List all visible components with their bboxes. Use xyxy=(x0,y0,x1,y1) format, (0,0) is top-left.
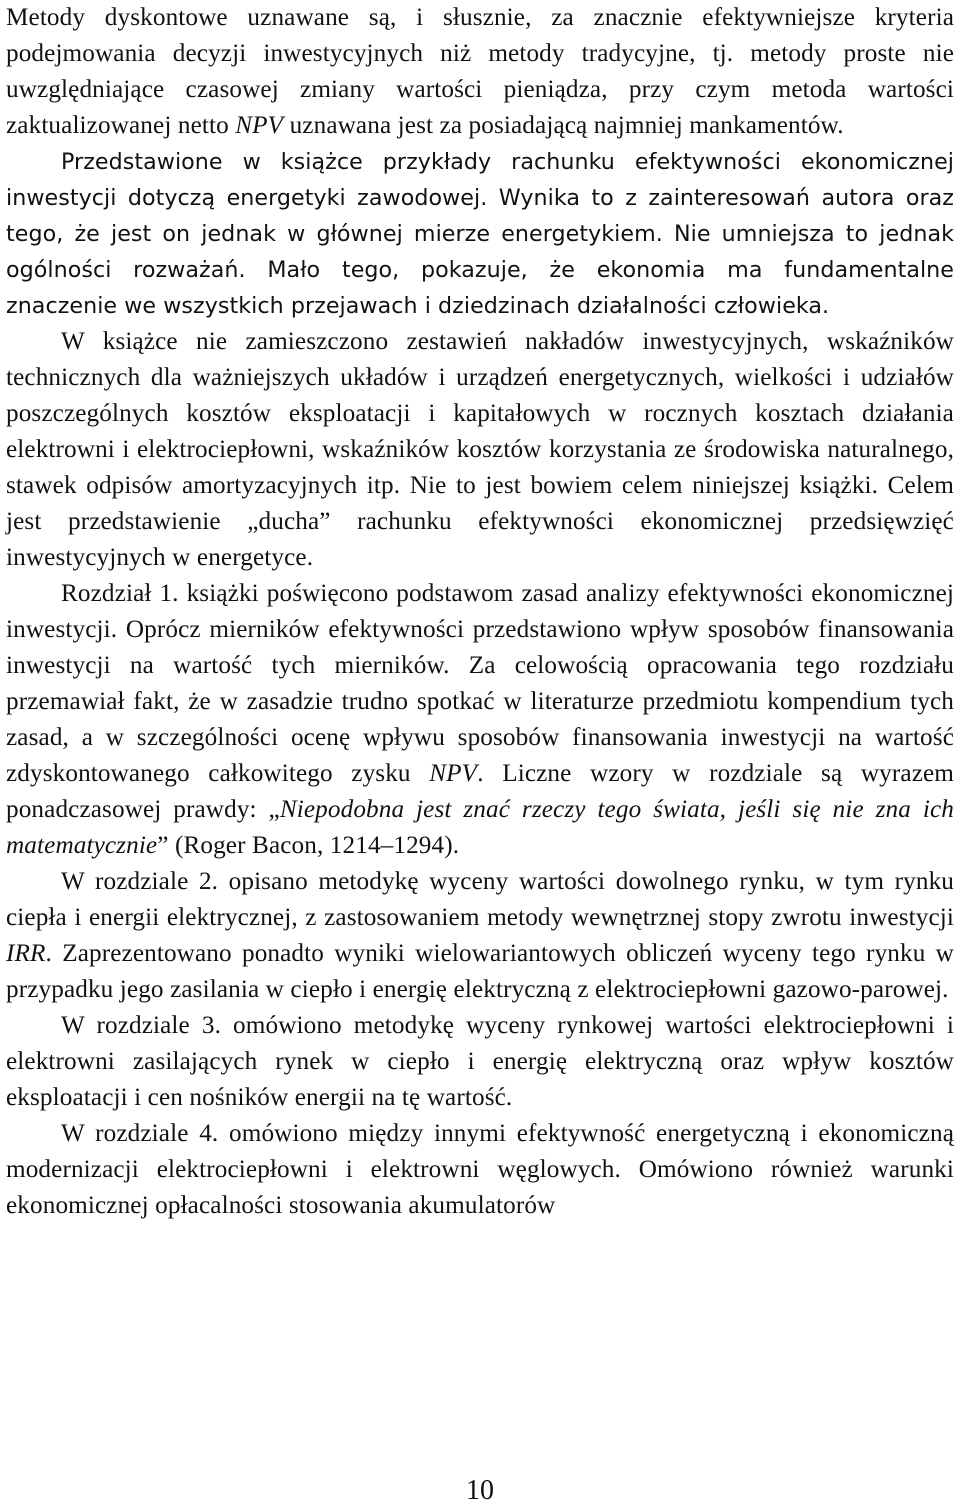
paragraph-book-examples: Przedstawione w książce przykłady rachunku efektywności ekonomicznej inwestycji dotyczą energetyki zawodowej. Wynika to z zainteresowań autora oraz tego, że jest on jednak w głównej mierze energetykiem. Nie umniejsza to jednak ogólności rozważań. Mało tego, pokazuje, że ekonomia ma fundamentalne znaczenie we wszystkich przejawach i dziedzinach działalności człowieka. xyxy=(6,149,954,319)
paragraph-discount-methods xyxy=(6,0,954,144)
irr-term: IRR xyxy=(6,940,46,967)
text-run: ” (Roger Bacon, 1214–1294). xyxy=(157,832,460,859)
paragraph-chapter-2 xyxy=(6,864,954,1008)
paragraph-chapter-3: W rozdziale 3. omówiono metodykę wyceny rynkowej wartości elektrociepłowni i elektrowni zasilających rynek w ciepło i energię elektryczną oraz wpływ kosztów eksploatacji i cen nośników energii na tę wartość. xyxy=(6,1012,954,1111)
paragraph-not-included: W książce nie zamieszczono zestawień nakładów inwestycyjnych, wskaźników technicznych dla ważniejszych układów i urządzeń energetycznych, wielkości i udziałów poszczególnych kosztów eksploatacji i kapitałowych w rocznych kosztach działania elektrowni i elektrociepłowni, wskaźników kosztów korzystania ze środowiska naturalnego, stawek odpisów amortyzacyjnych itp. Nie to jest bowiem celem niniejszej książki. Celem jest przedstawienie „ducha” rachunku efektywności ekonomicznej przedsięwzięć inwestycyjnych w energetyce. xyxy=(6,328,954,571)
npv-term: NPV xyxy=(429,760,478,787)
text-run: . Zaprezentowano ponadto wyniki wielowariantowych obliczeń wyceny tego rynku w przypadku jego zasilania w ciepło i energię elektryczną z elektrociepłowni gazowo-parowej. xyxy=(6,940,954,1003)
paragraph-chapter-1 xyxy=(6,576,954,864)
page-number: 10 xyxy=(466,1475,494,1506)
text-run: Metody dyskontowe uznawane są, i słusznie, za znacznie efektywniejsze kryteria podejmowania decyzji inwestycyjnych niż metody tradycyjne, tj. metody proste nie uwzględniające czasowej zmiany wartości pieniądza, przy czym metoda wartości zaktualizowanej netto xyxy=(6,4,954,139)
document-page xyxy=(6,0,954,1224)
paragraph-chapter-4: W rozdziale 4. omówiono między innymi efektywność energetyczną i ekonomiczną modernizacji elektrociepłowni i elektrowni węglowych. Omówiono również warunki ekonomicznej opłacalności stosowania akumulatorów xyxy=(6,1120,954,1219)
bacon-quote: Niepodobna jest znać rzeczy tego świata, jeśli się nie zna ich matematycznie xyxy=(6,796,954,859)
npv-term: NPV xyxy=(235,112,284,139)
text-run: Rozdział 1. książki poświęcono podstawom zasad analizy efektywności ekonomicznej inwestycji. Oprócz mierników efektywności przedstawiono wpływ sposobów finansowania inwestycji na wartość tych mierników. Za celowością opracowania tego rozdziału przemawiał fakt, że w zasadzie trudno spotkać w literaturze przedmiotu kompendium tych zasad, a w szczególności ocenę wpływu sposobów finansowania inwestycji na wartość zdyskontowanego całkowitego zysku xyxy=(6,580,954,787)
text-run: . Liczne wzory w rozdziale są wyrazem ponadczasowej prawdy: „ xyxy=(6,760,954,823)
text-run: uznawana jest za posiadającą najmniej mankamentów. xyxy=(283,112,844,139)
text-run: W rozdziale 2. opisano metodykę wyceny wartości dowolnego rynku, w tym rynku ciepła i energii elektrycznej, z zastosowaniem metody wewnętrznej stopy zwrotu inwestycji xyxy=(6,868,954,931)
